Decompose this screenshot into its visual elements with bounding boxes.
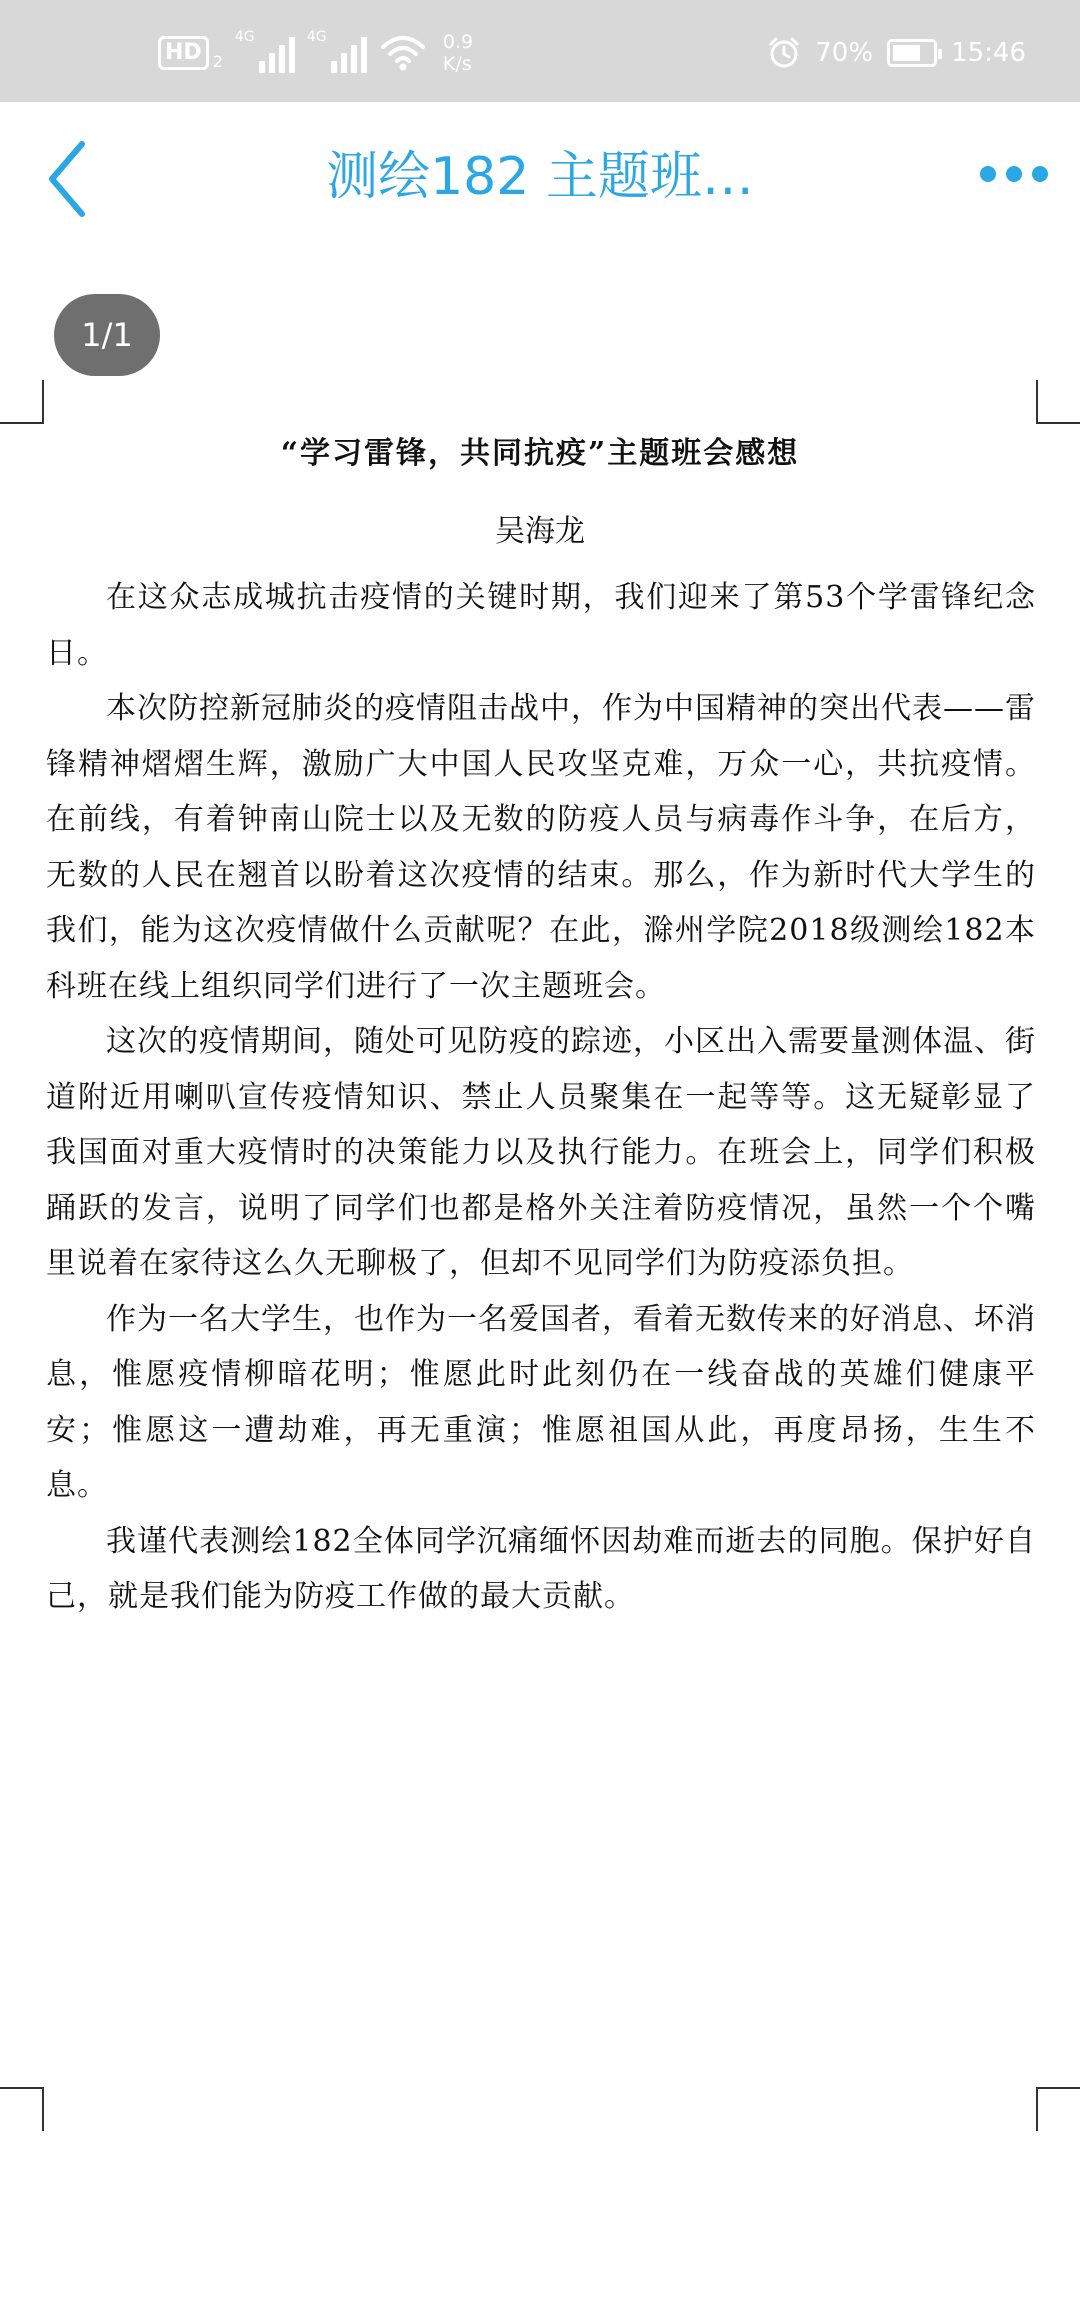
status-bar [0, 0, 1080, 102]
signal-icon-sim2 [306, 29, 367, 73]
more-options-button[interactable] [980, 166, 1048, 182]
more-dot-icon [980, 166, 996, 182]
crop-mark-top-right [1036, 380, 1080, 424]
more-dot-icon [1032, 166, 1048, 182]
clock: 15:46 [951, 38, 1026, 68]
paragraph: 这次的疫情期间，随处可见防疫的踪迹，小区出入需要量测体温、街道附近用喇叭宣传疫情知识、禁止人员聚集在一起等等。这无疑彰显了我国面对重大疫情时的决策能力以及执行能力。在班会上，同学们积极踊跃的发言，说明了同学们也都是格外关注着防疫情况，虽然一个个嘴里说着在家待这么久无聊极了，但却不见同学们为防疫添负担。 [46, 1024, 1036, 1281]
paragraph: 本次防控新冠肺炎的疫情阻击战中，作为中国精神的突出代表——雷锋精神熠熠生辉，激励广大中国人民攻坚克难，万众一心，共抗疫情。在前线，有着钟南山院士以及无数的防疫人员与病毒作斗争，在后方，无数的人民在翘首以盼着这次疫情的结束。那么，作为新时代大学生的我们，能为这次疫情做什么贡献呢？在此，滁州学院2018级测绘182本科班在线上组织同学们进行了一次主题班会。 [46, 691, 1036, 1004]
paragraph: 作为一名大学生，也作为一名爱国者，看着无数传来的好消息、坏消息，惟愿疫情柳暗花明；惟愿此时此刻仍在一线奋战的英雄们健康平安；惟愿这一遭劫难，再无重演；惟愿祖国从此，再度昂扬，生生不息。 [46, 1301, 1036, 1503]
network-type-label: 4G [306, 29, 327, 45]
page-title: 测绘182 主题班… [326, 147, 754, 207]
wifi-icon [381, 33, 425, 73]
title-bar [0, 102, 1080, 252]
hd-voice-icon: HD [158, 36, 209, 70]
status-bar-left [158, 28, 473, 78]
paragraph: 我谨代表测绘182全体同学沉痛缅怀因劫难而逝去的同胞。保护好自己，就是我们能为防疫工作做的最大贡献。 [46, 1523, 1036, 1614]
document-title: “学习雷锋，共同抗疫”主题班会感想 [280, 436, 800, 471]
alarm-icon [767, 36, 801, 70]
back-button[interactable] [40, 134, 100, 224]
hd-sim-number: 2 [212, 51, 223, 71]
crop-mark-bottom-right [1036, 2087, 1080, 2131]
crop-mark-top-left [0, 380, 44, 424]
battery-icon [887, 39, 937, 67]
signal-icon-sim1 [234, 29, 295, 73]
battery-level [893, 45, 920, 61]
status-bar-right [767, 36, 1026, 70]
network-type-label: 4G [234, 29, 255, 45]
crop-mark-bottom-left [0, 2087, 44, 2131]
battery-percent: 70% [815, 38, 874, 68]
network-speed: 0.9 K/s [442, 31, 474, 75]
document-author: 吴海龙 [495, 514, 585, 549]
document-body [46, 570, 1036, 1625]
more-dot-icon [1006, 166, 1022, 182]
paragraph: 在这众志成城抗击疫情的关键时期，我们迎来了第53个学雷锋纪念日。 [46, 580, 1036, 671]
page-indicator: 1/1 [54, 294, 160, 376]
